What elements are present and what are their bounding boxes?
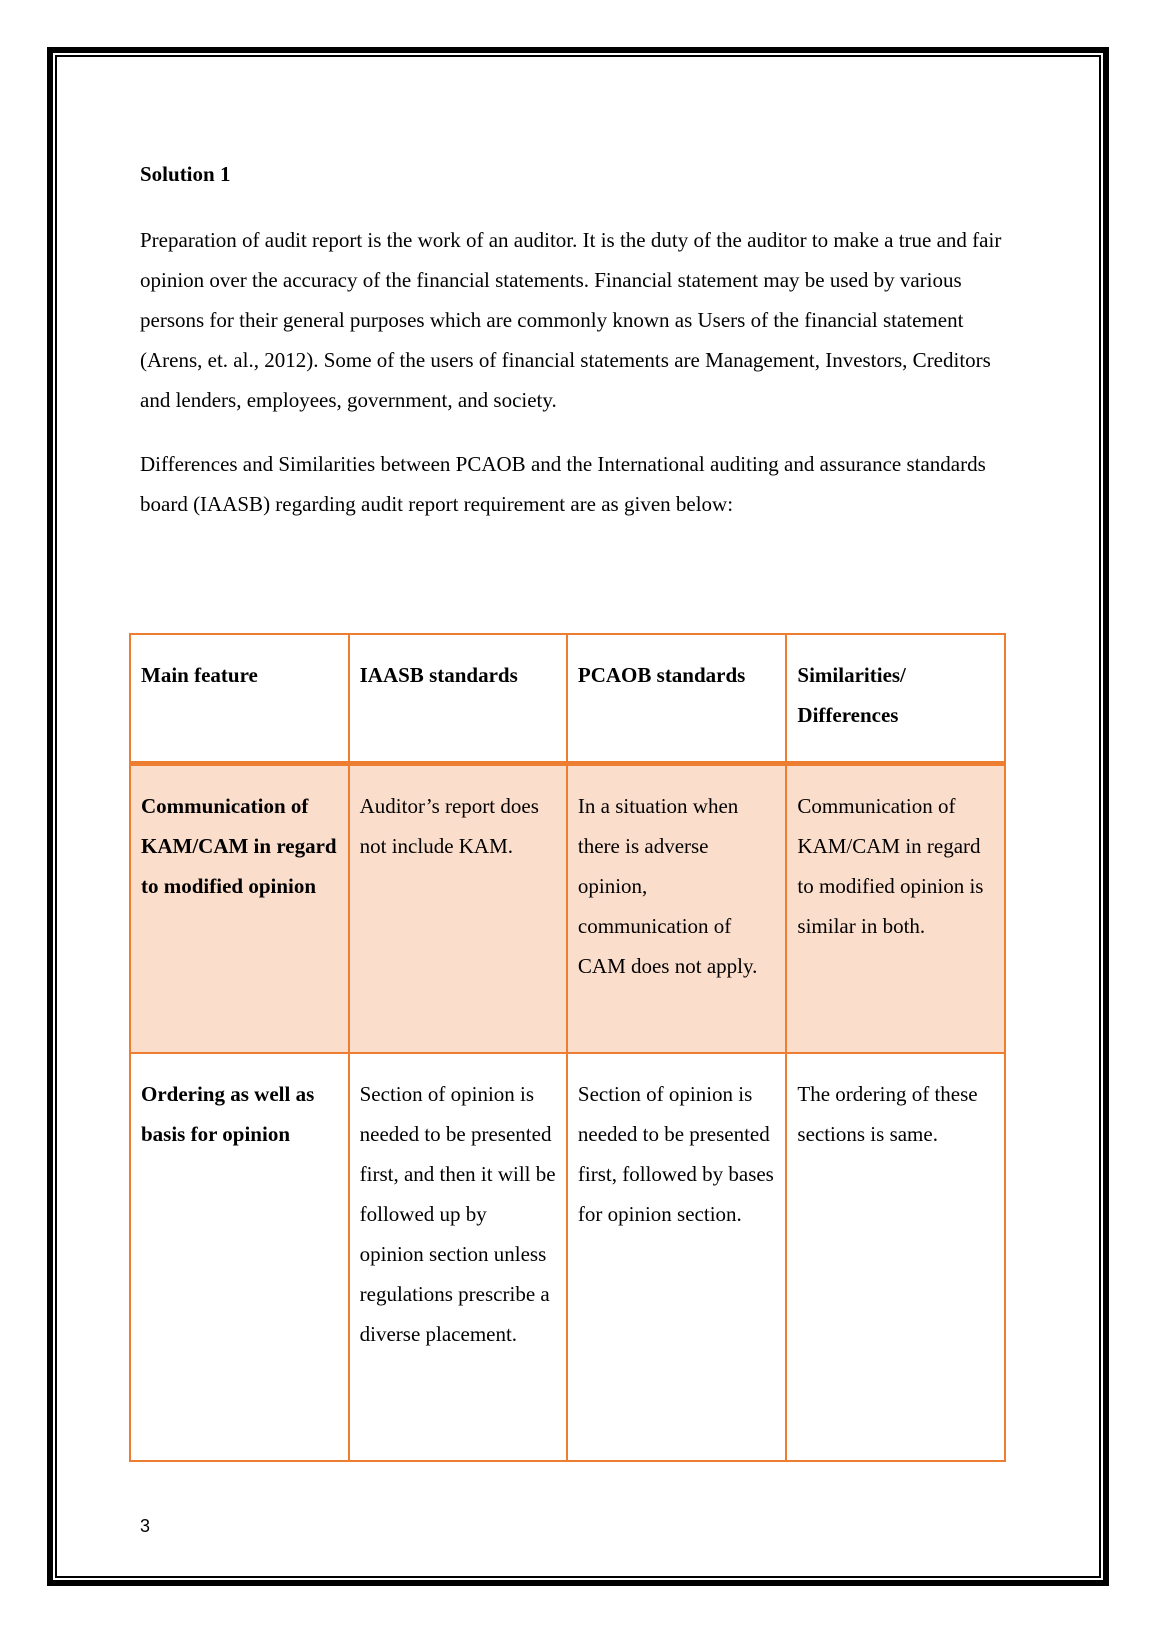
comparison-table — [129, 633, 1006, 1462]
table-cell: Section of opinion is needed to be presented first, and then it will be followed up by opinion section unless regulations prescribe a diverse placement. — [349, 1053, 567, 1461]
intro-paragraph: Preparation of audit report is the work of an auditor. It is the duty of the auditor to make a true and fair opinion over the accuracy of the financial statements. Financial statement may be used by various persons for their general purposes which are commonly known as Users of the financial statement (Arens, et. al., 2012). Some of the users of financial statements are Management, Investors, Creditors and lenders, employees, government, and society. — [140, 228, 1002, 412]
table-cell: Section of opinion is needed to be presented first, followed by bases for opinion section. — [567, 1053, 787, 1461]
table-row — [130, 1053, 1005, 1461]
comparison-intro-paragraph: Differences and Similarities between PCAOB and the International auditing and assurance standards board (IAASB) regarding audit report requirement are as given below: — [140, 452, 986, 516]
page-number: 3 — [140, 1516, 151, 1536]
header-cell: IAASB standards — [349, 634, 567, 763]
feature-cell: Communication of KAM/CAM in regard to modified opinion — [130, 763, 349, 1053]
table-cell: Auditor’s report does not include KAM. — [349, 763, 567, 1053]
table-cell: In a situation when there is adverse opinion, communication of CAM does not apply. — [567, 763, 787, 1053]
header-cell: Similarities/ Differences — [786, 634, 1005, 763]
feature-cell: Ordering as well as basis for opinion — [130, 1053, 349, 1461]
table-header-row — [130, 634, 1005, 763]
header-cell: PCAOB standards — [567, 634, 787, 763]
table-cell: The ordering of these sections is same. — [786, 1053, 1005, 1461]
section-heading: Solution 1 — [140, 162, 231, 186]
table-row — [130, 763, 1005, 1053]
header-cell: Main feature — [130, 634, 349, 763]
table-cell: Communication of KAM/CAM in regard to modified opinion is similar in both. — [786, 763, 1005, 1053]
